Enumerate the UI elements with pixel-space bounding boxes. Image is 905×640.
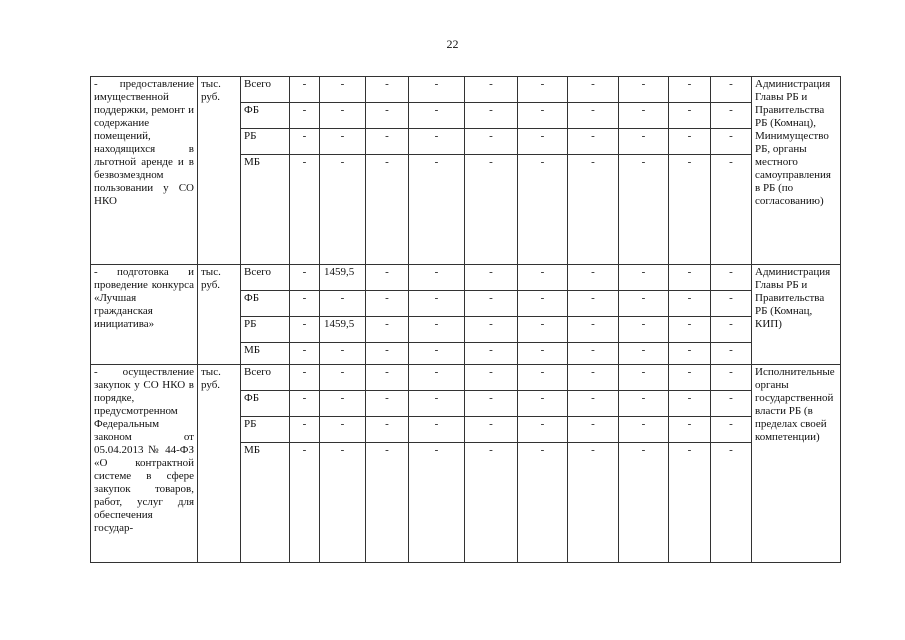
value-cell: -: [409, 417, 465, 443]
value-cell: -: [518, 343, 568, 365]
value-cell: -: [619, 129, 669, 155]
funding-source-cell: МБ: [241, 443, 290, 563]
value-cell: -: [568, 343, 619, 365]
value-cell: -: [568, 103, 619, 129]
value-cell: -: [711, 77, 752, 103]
value-cell: -: [409, 129, 465, 155]
value-cell: -: [465, 77, 518, 103]
value-cell: -: [518, 155, 568, 265]
value-cell: -: [290, 443, 320, 563]
value-cell: -: [619, 155, 669, 265]
value-cell: -: [290, 317, 320, 343]
value-cell: -: [290, 417, 320, 443]
measure-description: - предоставление имущественной поддержки, ремонт и содержание помещений, находящихся в льготной аренде и в безвозмездном пользовании у СО НКО: [91, 77, 198, 265]
value-cell: -: [320, 129, 366, 155]
value-cell: -: [619, 77, 669, 103]
value-cell: -: [518, 317, 568, 343]
value-cell: -: [518, 291, 568, 317]
value-cell: -: [711, 265, 752, 291]
value-cell: -: [409, 265, 465, 291]
value-cell: -: [320, 343, 366, 365]
value-cell: -: [320, 443, 366, 563]
value-cell: -: [465, 417, 518, 443]
funding-source-cell: ФБ: [241, 103, 290, 129]
value-cell: -: [711, 365, 752, 391]
value-cell: -: [669, 103, 711, 129]
value-cell: -: [518, 417, 568, 443]
responsible-cell: Администрация Главы РБ и Правительства РБ (Комнац, КИП): [752, 265, 841, 365]
funding-source-cell: МБ: [241, 343, 290, 365]
value-cell: -: [568, 129, 619, 155]
value-cell: -: [568, 155, 619, 265]
program-table: [90, 76, 841, 563]
unit-cell: тыс. руб.: [198, 77, 241, 265]
value-cell: -: [711, 443, 752, 563]
table-row: [91, 77, 841, 103]
unit-cell: тыс. руб.: [198, 265, 241, 365]
value-cell: -: [669, 129, 711, 155]
value-cell: 1459,5: [320, 317, 366, 343]
value-cell: -: [568, 317, 619, 343]
value-cell: -: [669, 391, 711, 417]
value-cell: -: [366, 391, 409, 417]
value-cell: -: [290, 77, 320, 103]
value-cell: -: [366, 155, 409, 265]
value-cell: -: [320, 77, 366, 103]
value-cell: -: [409, 365, 465, 391]
value-cell: -: [619, 417, 669, 443]
value-cell: -: [465, 129, 518, 155]
value-cell: -: [290, 343, 320, 365]
value-cell: -: [669, 265, 711, 291]
value-cell: -: [711, 343, 752, 365]
value-cell: -: [568, 443, 619, 563]
value-cell: -: [290, 155, 320, 265]
value-cell: -: [465, 291, 518, 317]
value-cell: -: [518, 265, 568, 291]
table-row: [91, 265, 841, 291]
value-cell: -: [669, 317, 711, 343]
value-cell: -: [518, 391, 568, 417]
value-cell: -: [366, 291, 409, 317]
value-cell: -: [366, 103, 409, 129]
value-cell: -: [711, 417, 752, 443]
value-cell: -: [619, 391, 669, 417]
value-cell: -: [711, 291, 752, 317]
value-cell: -: [568, 417, 619, 443]
value-cell: -: [568, 391, 619, 417]
value-cell: -: [409, 155, 465, 265]
value-cell: -: [669, 291, 711, 317]
value-cell: -: [518, 129, 568, 155]
value-cell: -: [619, 365, 669, 391]
value-cell: -: [711, 317, 752, 343]
value-cell: -: [518, 365, 568, 391]
value-cell: -: [320, 417, 366, 443]
value-cell: -: [465, 391, 518, 417]
value-cell: -: [366, 365, 409, 391]
funding-source-cell: МБ: [241, 155, 290, 265]
page-number: 22: [446, 37, 459, 51]
value-cell: -: [568, 77, 619, 103]
value-cell: 1459,5: [320, 265, 366, 291]
responsible-cell: Администрация Главы РБ и Правительства РБ (Комнац), Минимущество РБ, органы местного самоуправления в РБ (по согласованию): [752, 77, 841, 265]
value-cell: -: [366, 417, 409, 443]
value-cell: -: [568, 365, 619, 391]
value-cell: -: [409, 103, 465, 129]
value-cell: -: [568, 291, 619, 317]
value-cell: -: [409, 317, 465, 343]
value-cell: -: [465, 103, 518, 129]
value-cell: -: [290, 291, 320, 317]
value-cell: -: [619, 291, 669, 317]
value-cell: -: [669, 343, 711, 365]
value-cell: -: [409, 77, 465, 103]
value-cell: -: [619, 265, 669, 291]
funding-source-cell: ФБ: [241, 291, 290, 317]
value-cell: -: [290, 365, 320, 391]
value-cell: -: [320, 365, 366, 391]
value-cell: -: [669, 417, 711, 443]
value-cell: -: [619, 103, 669, 129]
value-cell: -: [290, 103, 320, 129]
value-cell: -: [465, 365, 518, 391]
funding-source-cell: Всего: [241, 265, 290, 291]
funding-source-cell: Всего: [241, 365, 290, 391]
value-cell: -: [320, 391, 366, 417]
value-cell: -: [366, 129, 409, 155]
value-cell: -: [518, 103, 568, 129]
measure-description: - подготовка и проведение конкурса «Лучшая гражданская инициатива»: [91, 265, 198, 365]
table-row: [91, 365, 841, 391]
funding-source-cell: ФБ: [241, 391, 290, 417]
value-cell: -: [711, 103, 752, 129]
value-cell: -: [465, 317, 518, 343]
value-cell: -: [711, 129, 752, 155]
value-cell: -: [409, 391, 465, 417]
measure-description: - осуществление закупок у СО НКО в порядке, предусмотренном Федеральным законом от 05.04.2013 № 44-ФЗ «О контрактной системе в сфере закупок товаров, работ, услуг для обеспечения государ-: [91, 365, 198, 563]
value-cell: -: [669, 443, 711, 563]
responsible-cell: Исполнительные органы государственной власти РБ (в пределах своей компетенции): [752, 365, 841, 563]
value-cell: -: [711, 155, 752, 265]
value-cell: -: [366, 317, 409, 343]
value-cell: -: [619, 343, 669, 365]
value-cell: -: [409, 343, 465, 365]
value-cell: -: [320, 291, 366, 317]
value-cell: -: [366, 443, 409, 563]
funding-source-cell: Всего: [241, 77, 290, 103]
value-cell: -: [366, 77, 409, 103]
value-cell: -: [669, 365, 711, 391]
value-cell: -: [568, 265, 619, 291]
value-cell: -: [290, 129, 320, 155]
value-cell: -: [366, 265, 409, 291]
value-cell: -: [619, 317, 669, 343]
value-cell: -: [518, 77, 568, 103]
value-cell: -: [669, 155, 711, 265]
value-cell: -: [320, 155, 366, 265]
value-cell: -: [290, 391, 320, 417]
value-cell: -: [465, 343, 518, 365]
funding-source-cell: РБ: [241, 417, 290, 443]
value-cell: -: [366, 343, 409, 365]
unit-cell: тыс. руб.: [198, 365, 241, 563]
funding-source-cell: РБ: [241, 129, 290, 155]
value-cell: -: [320, 103, 366, 129]
value-cell: -: [465, 265, 518, 291]
value-cell: -: [465, 443, 518, 563]
funding-source-cell: РБ: [241, 317, 290, 343]
value-cell: -: [669, 77, 711, 103]
value-cell: -: [409, 291, 465, 317]
value-cell: -: [711, 391, 752, 417]
value-cell: -: [518, 443, 568, 563]
value-cell: -: [290, 265, 320, 291]
value-cell: -: [465, 155, 518, 265]
value-cell: -: [409, 443, 465, 563]
value-cell: -: [619, 443, 669, 563]
